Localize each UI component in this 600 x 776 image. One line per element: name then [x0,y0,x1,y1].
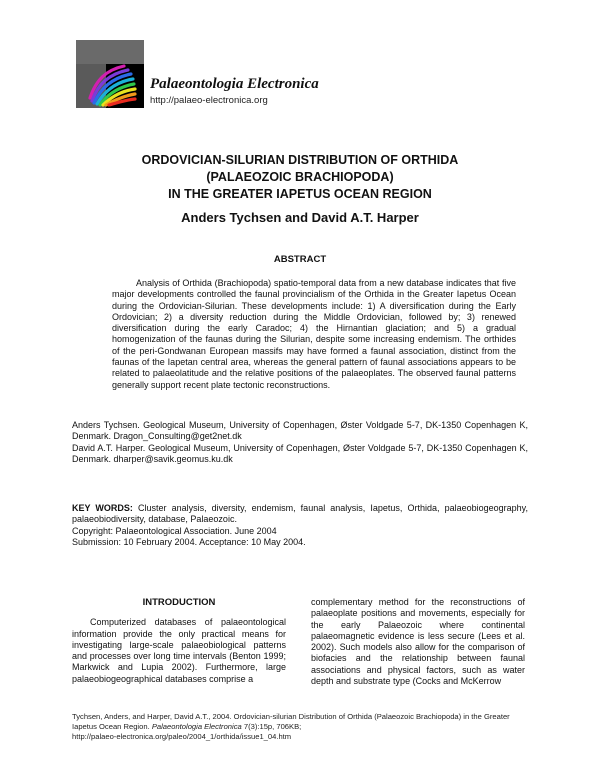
intro-paragraph-right: complementary method for the reconstructions of palaeoplate positions and movements, especially for the early Palaeozoic where continental palaeomagnetic evidence is less secure (Lees et al. 2002). Such models also allow for the comparison of biofacies and the relationship between faunal associations and physical factors, such as water depth and substrate type (Cocks and McKerrow [311,597,525,687]
keywords-text: Cluster analysis, diversity, endemism, faunal analysis, Iapetus, Orthida, palaeobiogeography, palaeobiodiversity, database, Palaeozoic. [72,503,528,525]
article-authors: Anders Tychsen and David A.T. Harper [181,210,419,225]
keywords [72,503,528,526]
journal-logo-icon [76,40,144,108]
citation-start: Tychsen, Anders, and Harper, David A.T., 2004. Ordovician-silurian Distribution of Orthida (Palaeozoic Brachiopoda) in the Greater Iapetus Ocean Region. [72,712,510,731]
title-line-2: (PALAEOZOIC BRACHIOPODA) [206,170,394,184]
citation-journal: Palaeontologia Electronica [151,722,242,731]
citation-url[interactable]: http://palaeo-electronica.org/paleo/2004_1/orthida/issue1_04.htm [72,732,292,741]
affiliation-tychsen: Anders Tychsen. Geological Museum, University of Copenhagen, Øster Voldgade 5-7, DK-1350 Copenhagen K, Denmark. Dragon_Consulting@get2net.dk [72,420,528,442]
citation-text [72,712,532,732]
author-affiliations [72,420,528,465]
intro-paragraph-left: Computerized databases of palaeontological information provide the only practical means for investigating large-scale palaeobiological patterns and processes over long time intervals (Benton 1999; Markwick and Lupia 2002). Furthermore, large palaeobiogeographical databases comprise a [72,617,286,684]
citation-footer [72,712,532,742]
article-title [60,152,540,203]
abstract-heading: ABSTRACT [273,254,327,265]
intro-column-left [72,597,286,685]
intro-column-right [311,597,525,687]
copyright: Copyright: Palaeontological Association. June 2004 [72,525,277,536]
title-line-1: ORDOVICIAN-SILURIAN DISTRIBUTION OF ORTHIDA [141,153,459,167]
introduction-heading: INTRODUCTION [142,597,216,608]
title-line-3: IN THE GREATER IAPETUS OCEAN REGION [168,187,432,201]
keywords-label: KEY WORDS: [72,503,133,513]
citation-end: 7(3):15p, 706KB; [243,722,302,731]
keywords-block [72,503,528,548]
journal-name: Palaeontologia Electronica [150,76,319,92]
journal-url[interactable]: http://palaeo-electronica.org [150,95,268,106]
abstract-text: Analysis of Orthida (Brachiopoda) spatio-temporal data from a new database indicates that five major developments controlled the faunal provincialism of the Orthida in the Greater Iapetus Ocean during the Ordovician-Silurian. These developments include: 1) A diversification during the Early Ordovician; 2) a diversity reduction during the Middle Ordovician, followed by; 3) renewed diversification during the early Caradoc; 4) the Hirnantian glaciation; and 5) a gradual homogenization of the faunas during the Silurian, despite some increasing endemism. The orthides of the peri-Gondwanan European massifs may have formed a faunal association, distinct from the faunas of the Iapetan central area, whereas the general pattern of faunal associations appears to be related to palaeolatitude and the relative positions of the palaeoplates. The observed faunal patterns generally support recent plate tectonic reconstructions. [112,278,516,390]
affiliation-harper: David A.T. Harper. Geological Museum, University of Copenhagen, Øster Voldgade 5-7, DK-1350 Copenhagen K, Denmark. dharper@savik.geomus.ku.dk [72,442,528,464]
submission-dates: Submission: 10 February 2004. Acceptance: 10 May 2004. [72,536,306,547]
